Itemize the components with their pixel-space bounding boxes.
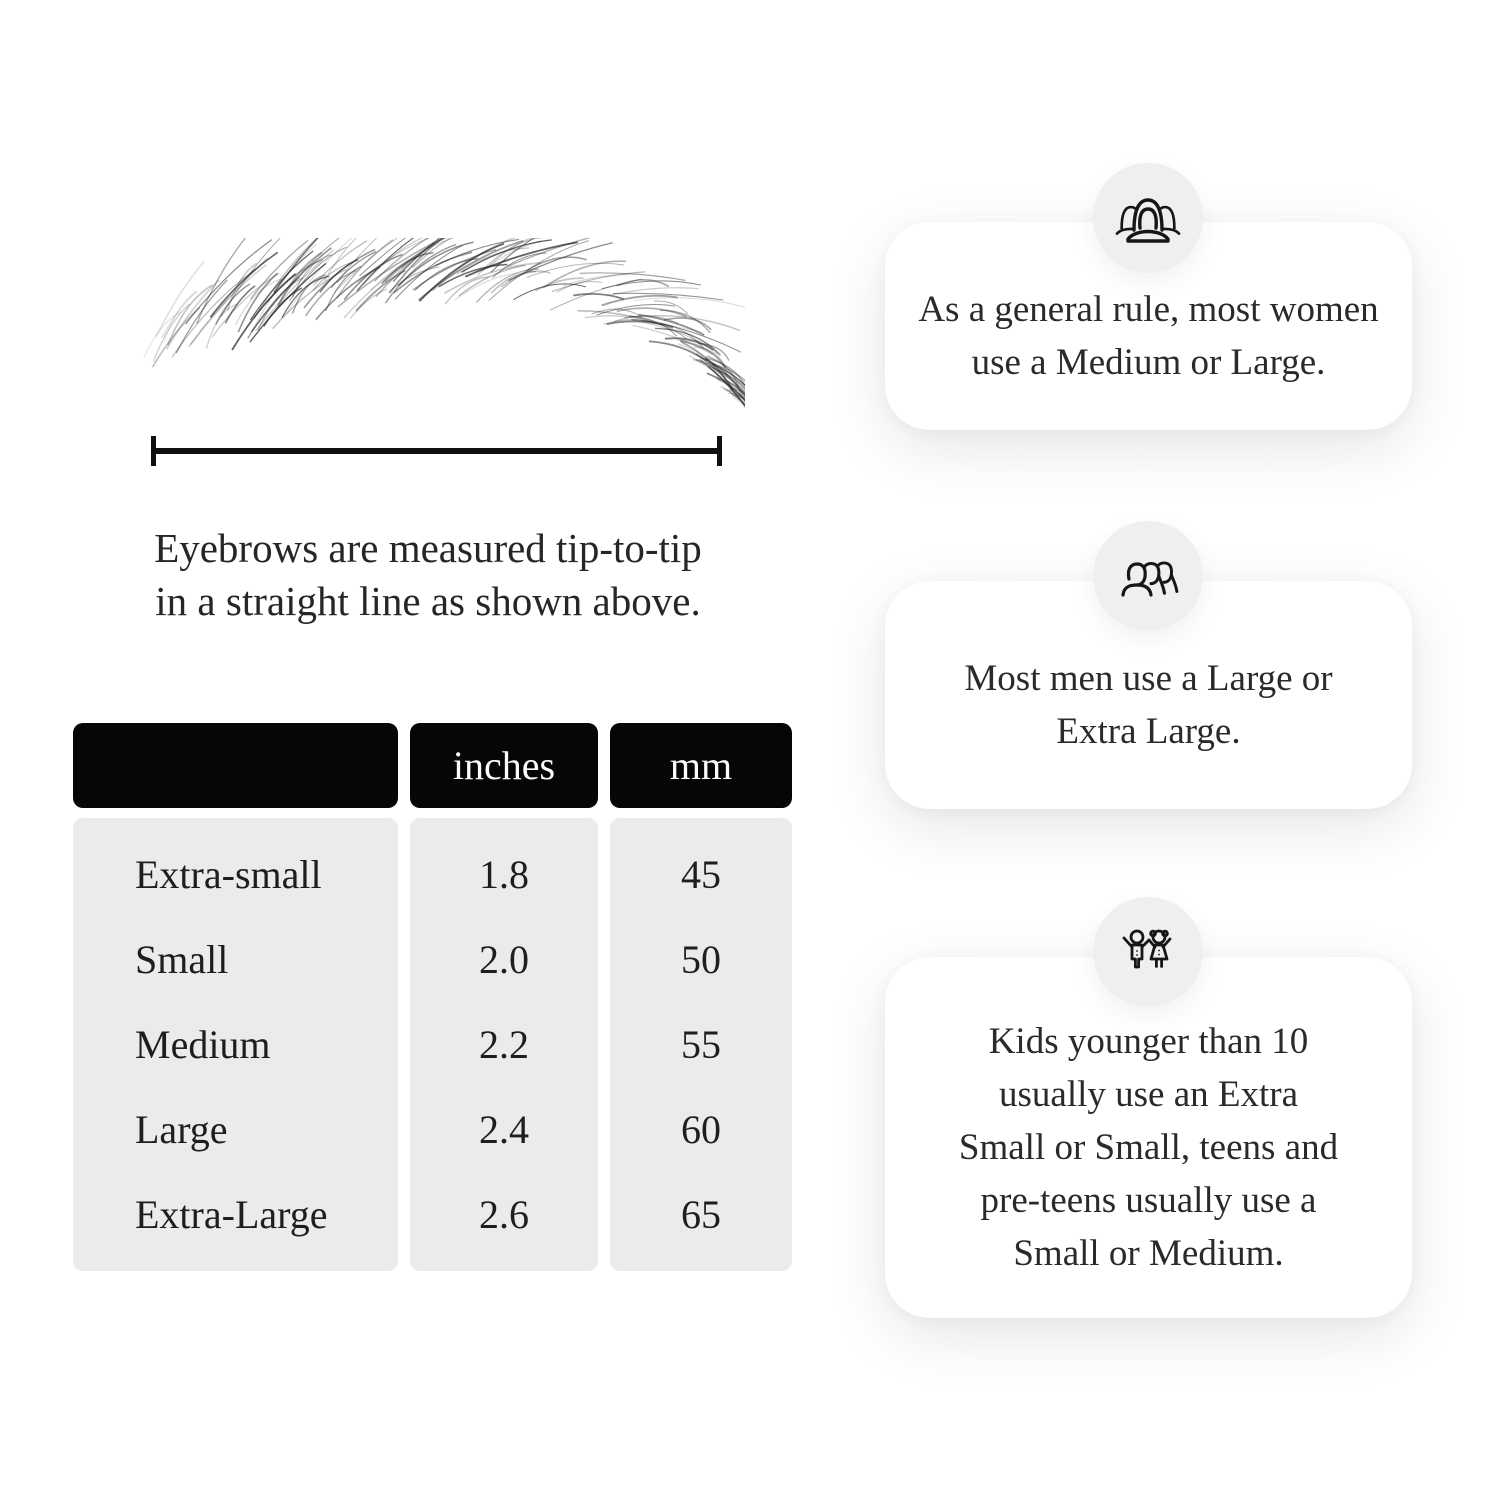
card-text-line: pre-teens usually use a bbox=[980, 1180, 1317, 1221]
caption-line-2: in a straight line as shown above. bbox=[155, 578, 701, 625]
size-label: Large bbox=[135, 1107, 228, 1152]
eyebrow-illustration bbox=[120, 238, 745, 413]
men-icon-circle bbox=[1093, 521, 1203, 631]
women-group-icon bbox=[1110, 180, 1186, 256]
card-text-line: As a general rule, most women bbox=[918, 289, 1379, 330]
women-icon-circle bbox=[1093, 163, 1203, 273]
mm-value: 45 bbox=[681, 852, 721, 897]
size-label: Extra-Large bbox=[135, 1192, 328, 1237]
header-cell-mm: mm bbox=[610, 723, 792, 808]
inches-value: 2.0 bbox=[479, 937, 529, 982]
size-table bbox=[73, 723, 792, 1271]
info-card-kids bbox=[885, 957, 1412, 1318]
kids-icon-circle bbox=[1093, 897, 1203, 1007]
size-label: Extra-small bbox=[135, 852, 322, 897]
card-text-line: use a Medium or Large. bbox=[971, 342, 1326, 383]
mm-value: 55 bbox=[681, 1022, 721, 1067]
card-text-line: Small or Small, teens and bbox=[958, 1127, 1339, 1168]
header-cell-inches: inches bbox=[410, 723, 598, 808]
measurement-caption bbox=[113, 522, 743, 629]
men-group-icon bbox=[1110, 538, 1186, 614]
card-text-line: Kids younger than 10 bbox=[988, 1021, 1309, 1062]
mm-column bbox=[610, 818, 792, 1271]
caption-line-1: Eyebrows are measured tip-to-tip bbox=[154, 525, 702, 571]
inches-value: 2.4 bbox=[479, 1107, 529, 1152]
measurement-line-right-cap bbox=[717, 436, 722, 466]
inches-value: 2.2 bbox=[479, 1022, 529, 1067]
header-cell-blank bbox=[73, 723, 398, 808]
size-table-body bbox=[73, 818, 792, 1271]
inches-value: 2.6 bbox=[479, 1192, 529, 1237]
card-text-line: Small or Medium. bbox=[1013, 1233, 1284, 1274]
measurement-line bbox=[151, 436, 722, 466]
mm-value: 60 bbox=[681, 1107, 721, 1152]
card-text-line: Extra Large. bbox=[1056, 711, 1241, 752]
measurement-line-bar bbox=[156, 448, 717, 454]
size-label: Medium bbox=[135, 1022, 271, 1067]
inches-column bbox=[410, 818, 598, 1271]
children-icon bbox=[1110, 914, 1186, 990]
card-text-line: Most men use a Large or bbox=[964, 658, 1333, 699]
size-table-header bbox=[73, 723, 792, 808]
card-text-line: usually use an Extra bbox=[999, 1074, 1298, 1115]
size-label-column bbox=[73, 818, 398, 1271]
mm-value: 65 bbox=[681, 1192, 721, 1237]
inches-value: 1.8 bbox=[479, 852, 529, 897]
mm-value: 50 bbox=[681, 937, 721, 982]
size-label: Small bbox=[135, 937, 229, 982]
